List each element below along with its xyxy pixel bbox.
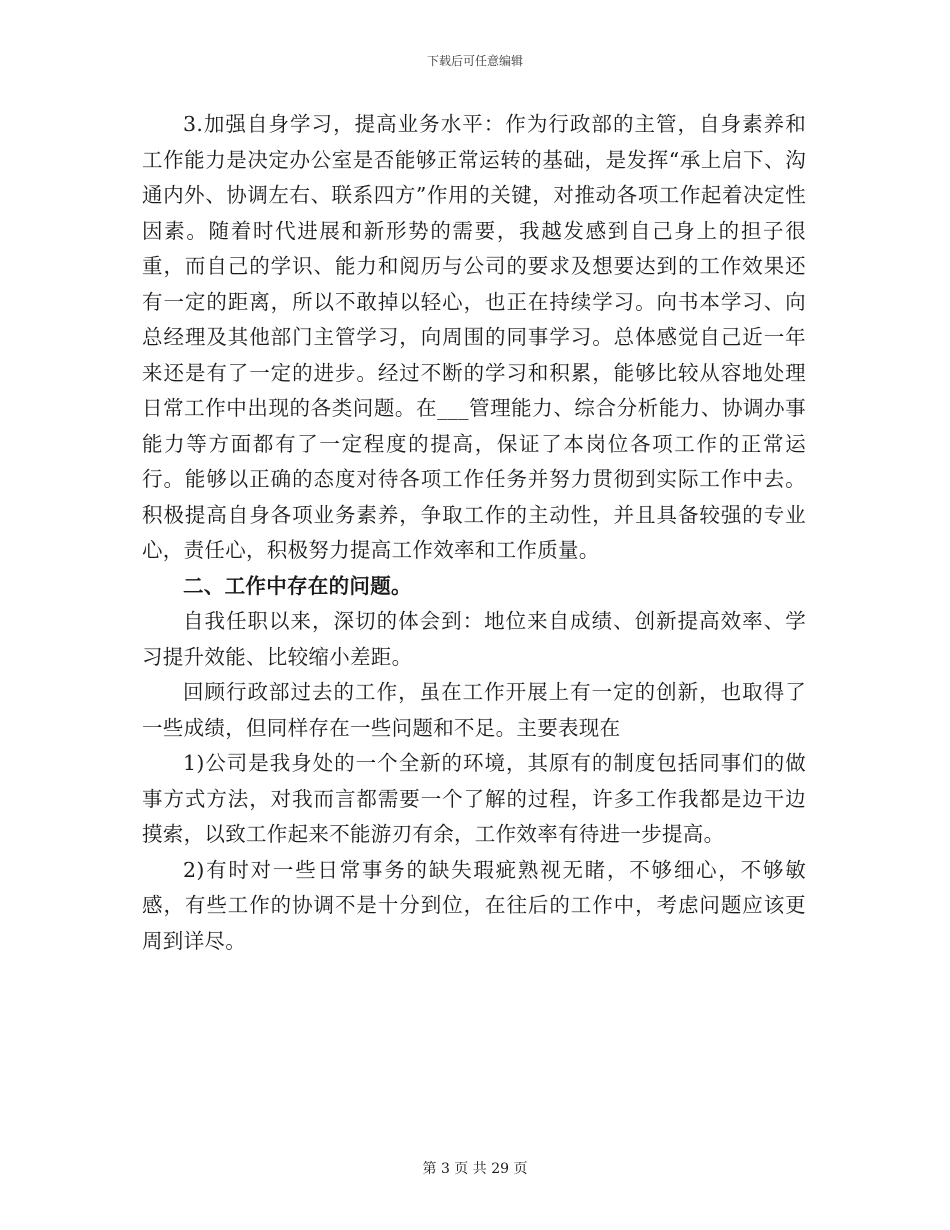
paragraph-review: 回顾行政部过去的工作，虽在工作开展上有一定的创新，也取得了一些成绩，但同样存在一些问题和不足。主要表现在 [142,680,806,740]
paragraph-problem-1: 1)公司是我身处的一个全新的环境，其原有的制度包括同事们的做事方式方法，对我而言都需要一个了解的过程，许多工作我都是边干边摸索，以致工作起来不能游刃有余，工作效率有待进一步提高。 [142,751,806,846]
page-header-note: 下载后可任意编辑 [426,54,523,68]
paragraph-self-study: 3.加强自身学习，提高业务水平：作为行政部的主管，自身素养和工作能力是决定办公室是否能够正常运转的基础，是发挥“承上启下、沟通内外、协调左右、联系四方”作用的关键，对推动各项工作起着决定性因素。随着时代进展和新形势的需要，我越发感到自己身上的担子很重，而自己的学识、能力和阅历与公司的要求及想要达到的工作效果还有一定的距离，所以不敢掉以轻心，也正在持续学习。向书本学习、向总经理及其他部门主管学习，向周围的同事学习。总体感觉自己近一年来还是有了一定的进步。经过不断的学习和积累，能够比较从容地处理日常工作中出现的各类问题。在___管理能力、综合分析能力、协调办事能力等方面都有了一定程度的提高，保证了本岗位各项工作的正常运行。能够以正确的态度对待各项工作任务并努力贯彻到实际工作中去。积极提高自身各项业务素养，争取工作的主动性，并且具备较强的专业心，责任心，积极努力提高工作效率和工作质量。 [142,112,806,562]
document-body [142,107,806,959]
paragraph-problem-2: 2)有时对一些日常事务的缺失瑕疵熟视无睹，不够细心，不够敏感，有些工作的协调不是十分到位，在往后的工作中，考虑问题应该更周到详尽。 [142,857,806,953]
section-heading-problems: 二、工作中存在的问题。 [183,573,412,598]
page-number: 第 3 页 共 29 页 [422,1161,528,1177]
paragraph-experience: 自我任职以来，深切的体会到：地位来自成绩、创新提高效率、学习提升效能、比较缩小差距。 [142,609,806,669]
